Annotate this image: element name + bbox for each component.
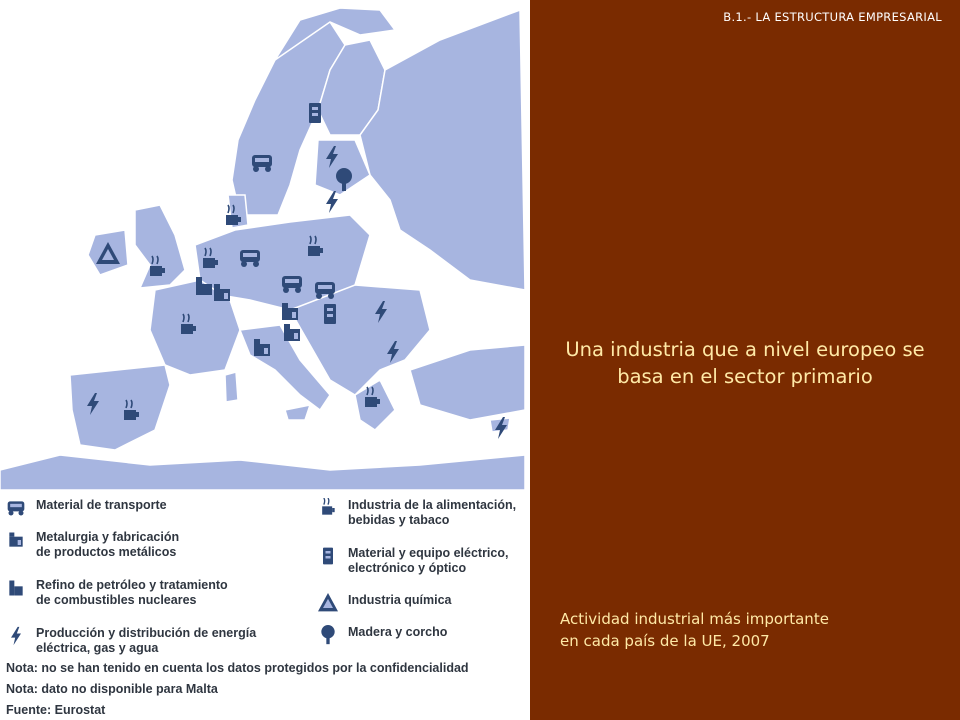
legend-item-refining	[6, 578, 228, 608]
legend-label: electrónico y óptico	[348, 561, 467, 575]
legend-label: Industria química	[348, 593, 452, 607]
note-malta: Nota: dato no disponible para Malta	[6, 682, 218, 696]
legend-label: Metalurgia y fabricación	[36, 530, 180, 544]
legend-label: Madera y corcho	[348, 625, 448, 639]
note-confidentiality: Nota: no se han tenido en cuenta los datos protegidos por la confidencialidad	[6, 661, 469, 675]
legend-label: Refino de petróleo y tratamiento	[36, 578, 228, 592]
lightning-bolt-icon	[6, 626, 26, 646]
chemical-triangle-icon	[318, 593, 338, 613]
legend-item-energy	[6, 626, 256, 656]
legend-label: Material y equipo eléctrico,	[348, 546, 509, 560]
headline: Una industria que a nivel europeo se basa en el sector primario	[565, 338, 925, 388]
legend-item-transport	[6, 498, 167, 518]
map-caption	[560, 608, 920, 652]
legend-label: eléctrica, gas y agua	[36, 641, 159, 655]
lithuania-energy-icon	[326, 191, 338, 213]
finland-electrical-icon	[309, 103, 321, 123]
food-icon	[318, 498, 338, 518]
legend-item-electrical	[318, 546, 508, 576]
land-masses	[0, 8, 525, 490]
car-icon	[6, 498, 26, 518]
europe-map	[0, 0, 530, 490]
legend-item-wood	[318, 625, 447, 645]
legend-item-chemical	[318, 593, 452, 613]
legend-label: Producción y distribución de energía	[36, 626, 257, 640]
legend-item-food	[318, 498, 516, 528]
refinery-icon	[6, 578, 26, 598]
legend-label: de productos metálicos	[36, 545, 177, 559]
source-note: Fuente: Eurostat	[6, 703, 106, 717]
electrical-equipment-icon	[318, 546, 338, 566]
legend-label: bebidas y tabaco	[348, 513, 450, 527]
right-panel	[530, 0, 960, 720]
caption-line-1: Actividad industrial más importante	[560, 610, 829, 628]
legend-item-metallurgy	[6, 530, 179, 560]
caption-line-2: en cada país de la UE, 2007	[560, 632, 770, 650]
hungary-electrical-icon	[324, 304, 336, 324]
metallurgy-icon	[6, 530, 26, 550]
legend-label: Material de transporte	[36, 498, 167, 512]
legend-label: de combustibles nucleares	[36, 593, 197, 607]
section-title: B.1.- LA ESTRUCTURA EMPRESARIAL	[723, 10, 942, 24]
legend-label: Industria de la alimentación,	[348, 498, 517, 512]
slovenia-metallurgy-icon	[284, 324, 300, 341]
tree-icon	[318, 625, 338, 645]
map-legend	[0, 490, 530, 720]
